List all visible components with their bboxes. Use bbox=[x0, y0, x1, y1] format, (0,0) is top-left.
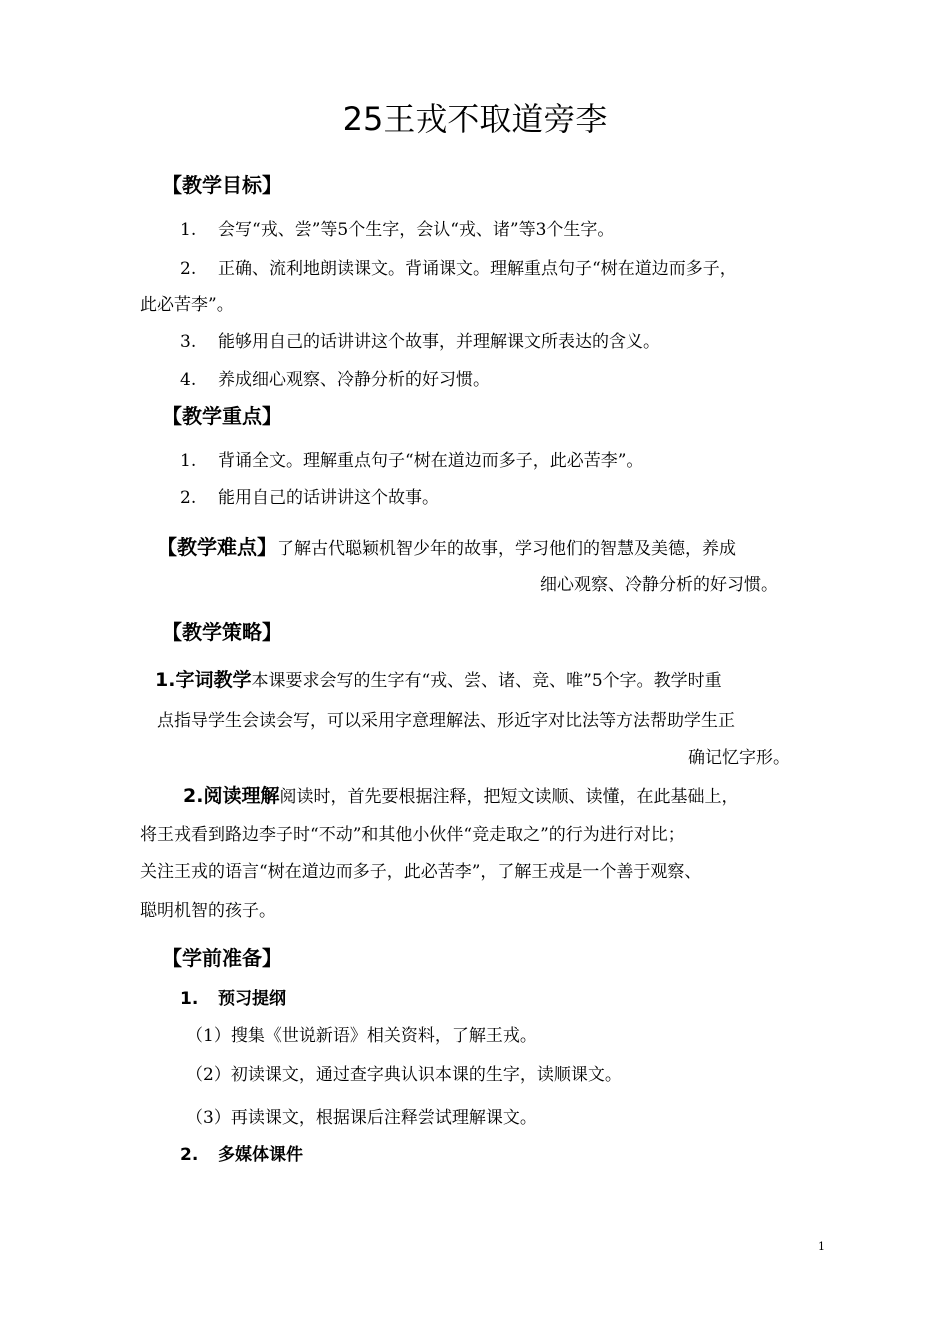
preparation-item bbox=[180, 986, 286, 1012]
item-text: 多媒体课件 bbox=[218, 1145, 303, 1165]
item-number: 4. bbox=[180, 370, 197, 390]
objective-item bbox=[180, 367, 490, 393]
strategy-text-line: 聪明机智的孩子。 bbox=[140, 901, 276, 921]
preparation-item bbox=[180, 1142, 303, 1168]
difficulty-text: 了解古代聪颖机智少年的故事，学习他们的智慧及美德，养成 bbox=[277, 539, 736, 559]
page-title: 25王戎不取道旁李 bbox=[342, 100, 608, 138]
difficulty-heading: 【教学难点】 bbox=[157, 535, 277, 559]
key-point-item bbox=[180, 485, 439, 511]
strategy-text-line: 关注王戎的语言“树在道边而多子，此必苦李”，了解王戎是一个善于观察、 bbox=[140, 862, 702, 882]
item-number: 2. bbox=[180, 1145, 199, 1165]
item-number: 1. bbox=[180, 220, 197, 240]
strategy-text-line: 将王戎看到路边李子时“不动”和其他小伙伴“竞走取之”的行为进行对比； bbox=[140, 825, 685, 845]
strategy-item bbox=[155, 667, 722, 694]
key-point-item bbox=[180, 448, 643, 474]
objective-item bbox=[180, 256, 737, 282]
preparation-heading: 【学前准备】 bbox=[162, 946, 282, 970]
item-text: 预习提纲 bbox=[218, 989, 286, 1009]
strategy-label: 1.字词教学 bbox=[155, 669, 252, 691]
preparation-subitem: （1）搜集《世说新语》相关资料，了解王戎。 bbox=[186, 1026, 537, 1046]
item-text: 背诵全文。理解重点句子“树在道边而多子，此必苦李”。 bbox=[218, 451, 644, 471]
page-number: 1 bbox=[818, 1240, 825, 1253]
difficulty-text-continued: 细心观察、冷静分析的好习惯。 bbox=[540, 575, 778, 595]
preparation-subitem: （3）再读课文，根据课后注释尝试理解课文。 bbox=[186, 1108, 537, 1128]
strategy-heading: 【教学策略】 bbox=[162, 620, 282, 644]
preparation-subitem: （2）初读课文，通过查字典认识本课的生字，读顺课文。 bbox=[186, 1065, 622, 1085]
item-number: 3. bbox=[180, 332, 197, 352]
item-text: 能用自己的话讲讲这个故事。 bbox=[218, 488, 439, 508]
objectives-heading: 【教学目标】 bbox=[162, 173, 282, 197]
difficulty-paragraph bbox=[157, 532, 736, 562]
strategy-text-line: 点指导学生会读会写，可以采用字意理解法、形近字对比法等方法帮助学生正 bbox=[157, 711, 735, 731]
strategy-text: 阅读时，首先要根据注释，把短文读顺、读懂，在此基础上， bbox=[279, 787, 739, 807]
item-text: 能够用自己的话讲讲这个故事，并理解课文所表达的含义。 bbox=[218, 332, 660, 352]
objective-item bbox=[180, 329, 660, 355]
strategy-item bbox=[183, 783, 738, 810]
strategy-text: 本课要求会写的生字有“戎、尝、诸、竞、唯”5个字。教学时重 bbox=[251, 671, 722, 691]
item-text: 正确、流利地朗读课文。背诵课文。理解重点句子“树在道边而多子， bbox=[218, 259, 737, 279]
key-points-heading: 【教学重点】 bbox=[162, 404, 282, 428]
item-number: 1. bbox=[180, 989, 199, 1009]
item-number: 2. bbox=[180, 488, 197, 508]
strategy-label: 2.阅读理解 bbox=[183, 785, 280, 807]
item-number: 2. bbox=[180, 259, 197, 279]
objective-item-continuation: 此必苦李”。 bbox=[140, 295, 234, 315]
item-text: 会写“戎、尝”等5个生字，会认“戎、诸”等3个生字。 bbox=[218, 220, 615, 240]
item-text: 养成细心观察、冷静分析的好习惯。 bbox=[218, 370, 490, 390]
strategy-text-line: 确记忆字形。 bbox=[688, 748, 790, 768]
objective-item bbox=[180, 217, 614, 243]
item-number: 1. bbox=[180, 451, 197, 471]
